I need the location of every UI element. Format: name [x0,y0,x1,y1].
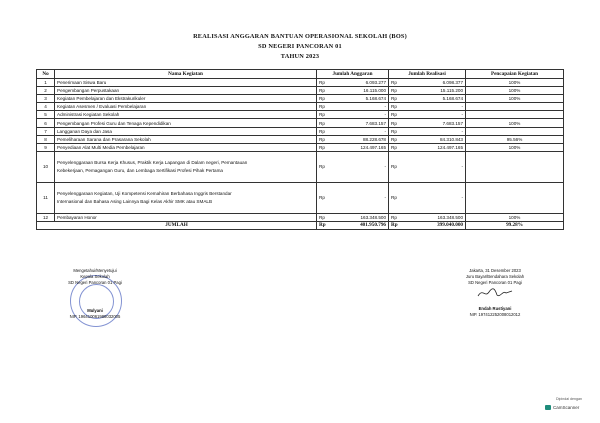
row-no: 5 [37,111,55,119]
row-name: Pengembangan Profesi Guru dan Tenaga Kependidikan [55,119,317,127]
row-no: 11 [37,182,55,213]
sign-left-line2: Kepala Sekolah [80,274,110,279]
sign-right-line2: Juru Bayar/Bendahara Sekolah [465,274,525,279]
row-persen: 100% [466,95,564,103]
row-name: Langganan Daya dan Jasa [55,127,317,135]
doc-title-line3: TAHUN 2023 [280,53,320,60]
row-name-line2: Internasional dan Bahasa Asing Lainnya Bagi Kelas Akhir SMK atau SMALB [57,198,213,204]
row-rp1: Rp [317,127,329,135]
row-rp2: Rp [389,95,401,103]
row-rp1: Rp [317,111,329,119]
row-realisasi: 84.310.843 [401,135,466,143]
row-anggaran: 5.168.674 [329,95,389,103]
row-realisasi: - [401,111,466,119]
row-name: Pembayaran Honor [55,213,317,221]
row-name: Pemeliharaan Sarana dan Prasarana Sekolah [55,135,317,143]
table-row [37,151,564,182]
scanner-caption: Dipindai dengan [556,397,582,401]
table-row [37,143,564,151]
sign-right-nip: NIP. 197412252008012012 [469,312,521,317]
total-persen: 99.28% [466,221,564,229]
row-anggaran: - [329,127,389,135]
row-realisasi: - [401,127,466,135]
row-name-line1: Penyelenggaraan Kegiatan, Uji Kompetensi Kemahiran Berbahasa Inggris Berstandar [57,190,232,196]
row-no: 4 [37,103,55,111]
row-no: 7 [37,127,55,135]
row-realisasi: 124.497.165 [401,143,466,151]
row-name-line1: Penyelenggaraan Bursa Kerja Khusus, Praktik Kerja Lapangan di Dalam negeri, Pemantauan [57,159,248,165]
row-rp2: Rp [389,111,401,119]
scanner-watermark [545,405,579,410]
row-persen: 100% [466,213,564,221]
sign-left-block [40,268,150,320]
row-no: 1 [37,79,55,87]
row-rp2: Rp [389,135,401,143]
row-name: Kegiatan Pembelajaran dan Ekstrakurikuler [55,95,317,103]
row-no: 6 [37,119,55,127]
row-name: Administrasi Kegiatan Sekolah [55,111,317,119]
header-realisasi: Jumlah Realisasi [389,70,466,79]
row-name: Kegiatan Asesmen / Evaluasi Pembelajaran [55,103,317,111]
row-realisasi: 7.683.157 [401,119,466,127]
row-persen [466,182,564,213]
header-persen: Pencapaian Kegiatan [466,70,564,79]
row-no: 3 [37,95,55,103]
table-row [37,182,564,213]
sign-right-block [440,268,550,318]
row-anggaran: 124.497.165 [329,143,389,151]
row-rp1: Rp [317,151,329,182]
row-anggaran: 6.093.277 [329,79,389,87]
row-realisasi: 6.098.377 [401,79,466,87]
table-row [37,119,564,127]
row-rp2: Rp [389,127,401,135]
row-rp2: Rp [389,143,401,151]
total-anggaran: 401.950.796 [329,221,389,229]
table-row [37,79,564,87]
total-realisasi: 399.040.000 [401,221,466,229]
row-anggaran: 163.348.500 [329,213,389,221]
row-name: Penerimaan Siswa Baru [55,79,317,87]
row-anggaran: - [329,182,389,213]
row-anggaran: 88.228.678 [329,135,389,143]
row-persen: 100% [466,87,564,95]
row-rp1: Rp [317,135,329,143]
row-anggaran: 16.115.000 [329,87,389,95]
row-persen: 100% [466,79,564,87]
sign-right-line3: SD Negeri Pancoran 01 Pagi [468,280,522,285]
row-rp1: Rp [317,182,329,213]
header-kegiatan: Nama Kegiatan [55,70,317,79]
row-anggaran: 7.683.157 [329,119,389,127]
row-name [55,151,317,182]
header-no: No [37,70,55,79]
signature-scribble [475,286,515,300]
row-persen [466,127,564,135]
sign-left-name: Mulyani [87,308,103,313]
row-persen [466,151,564,182]
row-no: 10 [37,151,55,182]
table-header-row [37,70,564,79]
row-realisasi: - [401,182,466,213]
table-row [37,103,564,111]
row-rp2: Rp [389,182,401,213]
row-anggaran: - [329,111,389,119]
doc-title-line2: SD NEGERI PANCORAN 01 [258,43,342,50]
row-realisasi: 163.348.500 [401,213,466,221]
table-row [37,95,564,103]
total-rp1: Rp [317,221,329,229]
row-no: 2 [37,87,55,95]
row-rp2: Rp [389,213,401,221]
row-name-line2: Kebekerjaan, Pemagangan Guru, dan Lembaga Sertifikasi Profesi Pihak Pertama [57,167,223,173]
row-persen: 100% [466,119,564,127]
doc-title-line1: REALISASI ANGGARAN BANTUAN OPERASIONAL SEKOLAH (BOS) [193,33,407,40]
row-persen [466,111,564,119]
total-label: JUMLAH [37,221,317,229]
row-anggaran: - [329,103,389,111]
row-anggaran: - [329,151,389,182]
table-row [37,213,564,221]
row-name: Pengembangan Perpustakaan [55,87,317,95]
total-row [37,221,564,229]
row-persen: 100% [466,143,564,151]
row-realisasi: 15.115.200 [401,87,466,95]
row-realisasi: - [401,103,466,111]
row-no: 8 [37,135,55,143]
row-rp1: Rp [317,95,329,103]
row-rp1: Rp [317,79,329,87]
row-rp1: Rp [317,103,329,111]
camscanner-icon [545,405,551,410]
sign-left-line3: SD Negeri Pancoran 01 Pagi [68,280,122,285]
row-rp2: Rp [389,103,401,111]
row-rp1: Rp [317,119,329,127]
header-anggaran: Jumlah Anggaran [317,70,389,79]
row-name: Penyediaan Alat Multi Media Pembelajaran [55,143,317,151]
row-rp1: Rp [317,213,329,221]
row-rp2: Rp [389,151,401,182]
table-body [37,79,564,152]
row-rp1: Rp [317,143,329,151]
row-no: 9 [37,143,55,151]
row-persen [466,103,564,111]
row-no: 12 [37,213,55,221]
budget-table [36,69,564,230]
row-name [55,182,317,213]
row-rp1: Rp [317,87,329,95]
table-row [37,87,564,95]
scanner-label: CamScanner [553,405,580,410]
sign-left-nip: NIP. 196410061988032005 [69,314,121,319]
sign-right-name: Endah Rustiyani [478,306,512,311]
row-rp2: Rp [389,87,401,95]
row-realisasi: - [401,151,466,182]
row-rp2: Rp [389,79,401,87]
table-row [37,111,564,119]
table-row [37,135,564,143]
row-rp2: Rp [389,119,401,127]
table-row [37,127,564,135]
sign-left-line1: Mengetahui/Menyetujui [73,268,117,273]
row-persen: 95.56% [466,135,564,143]
sign-right-line1: Jakarta, 31 Desember 2023 [469,268,521,273]
row-realisasi: 5.168.674 [401,95,466,103]
total-rp2: Rp [389,221,401,229]
